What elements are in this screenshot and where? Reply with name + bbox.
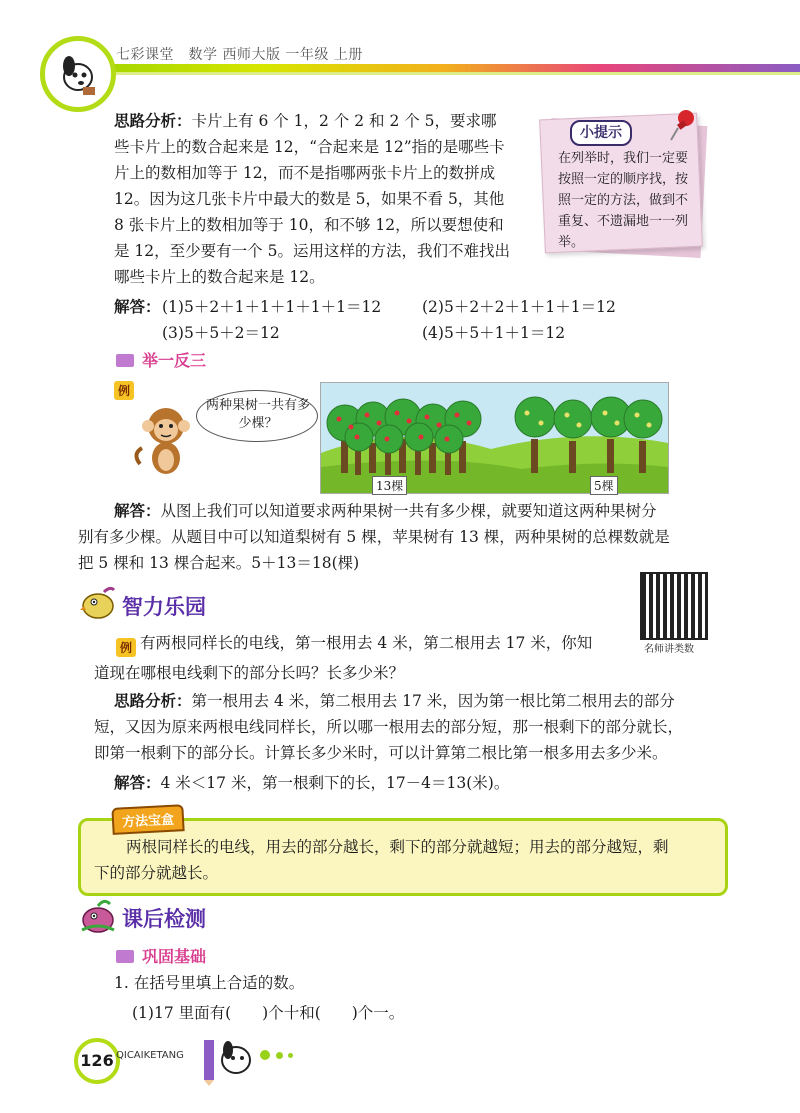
analysis-line: 些卡片上的数合起来是 12，“合起来是 12”指的是哪些卡 bbox=[114, 138, 505, 156]
question-line-2: 道现在哪根电线剩下的部分长吗？长多少米？ bbox=[94, 664, 405, 682]
method-text bbox=[94, 834, 714, 886]
answer-item: (4)5＋5＋1＋1＝12 bbox=[422, 324, 566, 342]
answer-item: (1)5＋2＋1＋1＋1＋1＋1＝12 bbox=[162, 298, 382, 316]
decor-dot bbox=[260, 1050, 270, 1060]
analysis-line: 第一根用去 4 米，第二根用去 17 米，因为第一根比第二根用去的部分 bbox=[191, 692, 675, 710]
bird-icon bbox=[78, 584, 118, 624]
answer-item: (2)5＋2＋2＋1＋1＋1＝12 bbox=[422, 298, 616, 316]
analysis-line: 短，又因为原来两根电线同样长，所以哪一根用去的部分短，那一根剩下的部分就长， bbox=[94, 718, 684, 736]
tree-count-label-left: 13棵 bbox=[372, 476, 407, 495]
analysis-line: 片上的数相加等于 12，而不是指哪两张卡片上的数拼成 bbox=[114, 164, 496, 182]
answer-paragraph-3 bbox=[114, 770, 509, 796]
monkey-illustration-icon bbox=[132, 404, 196, 482]
analysis-paragraph-1 bbox=[114, 108, 514, 290]
header-underline bbox=[86, 72, 800, 75]
bird-icon bbox=[78, 898, 118, 938]
tip-title: 小提示 bbox=[570, 120, 632, 146]
section-title-kehou: 课后检测 bbox=[122, 907, 206, 931]
tree-count-label-right: 5棵 bbox=[590, 476, 618, 495]
section-tag-icon bbox=[116, 950, 134, 963]
section-title-juyi: 举一反三 bbox=[142, 351, 207, 370]
section-title-zhili: 智力乐园 bbox=[122, 595, 206, 619]
method-tag: 方法宝盒 bbox=[111, 804, 184, 835]
analysis-line: 即第一根剩下的部分长。计算长多少米时，可以计算第二根比第一根多用去多少米。 bbox=[94, 744, 668, 762]
analysis-line: 8 张卡片上的数相加等于 10，和不够 12，所以要想使和 bbox=[114, 216, 504, 234]
footer-brand: QICAIKETANG bbox=[116, 1050, 184, 1061]
example-tag: 例 bbox=[116, 638, 136, 657]
qr-code bbox=[640, 572, 708, 640]
answer-text: 4 米＜17 米，第一根剩下的长，17－4＝13(米)。 bbox=[160, 774, 510, 792]
qr-caption: 名师讲类数 bbox=[644, 644, 694, 655]
section-tag-icon bbox=[116, 354, 134, 367]
exercise-question: 1. 在括号里填上合适的数。 bbox=[114, 974, 305, 992]
analysis-label: 思路分析： bbox=[114, 692, 192, 710]
pencil-dog-mascot-icon bbox=[200, 1026, 260, 1090]
answer-line: 别有多少棵。从题目中可以知道梨树有 5 棵，苹果树有 13 棵，两种果树的总棵数就是 bbox=[78, 528, 670, 546]
answer-label: 解答： bbox=[114, 502, 161, 520]
decor-dot bbox=[276, 1052, 283, 1059]
analysis-line: 哪些卡片上的数合起来是 12。 bbox=[114, 268, 325, 286]
speech-bubble-text: 两种果树一共有多少棵？ bbox=[206, 398, 311, 431]
analysis-line: 是 12，至少要有一个 5。运用这样的方法，我们不难找出 bbox=[114, 242, 510, 260]
header-title: 七彩课堂 数学 西师大版 一年级 上册 bbox=[116, 47, 363, 63]
tip-text: 在列举时，我们一定要按照一定的顺序找，按照一定的方法，做到不重复、不遗漏地一一列举。 bbox=[558, 151, 689, 250]
answer-line: 把 5 棵和 13 棵合起来。5＋13＝18(棵) bbox=[78, 554, 360, 572]
exercise-subquestion: (1)17 里面有( )个十和( )个一。 bbox=[132, 1004, 405, 1022]
answer-paragraph-2 bbox=[78, 498, 734, 576]
answer-label: 解答： bbox=[114, 298, 161, 316]
page-number: 126 bbox=[74, 1038, 120, 1084]
question-line-1: 有两根同样长的电线，第一根用去 4 米，第二根用去 17 米，你知 bbox=[140, 634, 593, 652]
subsection-title: 巩固基础 bbox=[142, 947, 207, 966]
answer-label: 解答： bbox=[114, 774, 161, 792]
example-tag: 例 bbox=[114, 381, 134, 400]
decor-dot bbox=[288, 1053, 293, 1058]
analysis-line: 卡片上有 6 个 1，2 个 2 和 2 个 5，要求哪 bbox=[191, 112, 497, 130]
analysis-line: 12。因为这几张卡片中最大的数是 5，如果不看 5，其他 bbox=[114, 190, 505, 208]
answer-line: 从图上我们可以知道要求两种果树一共有多少棵，就要知道这两种果树分 bbox=[160, 502, 657, 520]
dog-mascot-logo-icon bbox=[40, 36, 116, 112]
pushpin-icon bbox=[668, 108, 698, 146]
header-color-bar bbox=[86, 64, 800, 72]
analysis-paragraph-2 bbox=[94, 688, 734, 766]
method-line: 下的部分就越长。 bbox=[94, 864, 219, 882]
analysis-label: 思路分析： bbox=[114, 112, 192, 130]
answer-item: (3)5＋5＋2＝12 bbox=[162, 324, 280, 342]
method-line: 两根同样长的电线，用去的部分越长，剩下的部分就越短；用去的部分越短，剩 bbox=[126, 838, 669, 856]
